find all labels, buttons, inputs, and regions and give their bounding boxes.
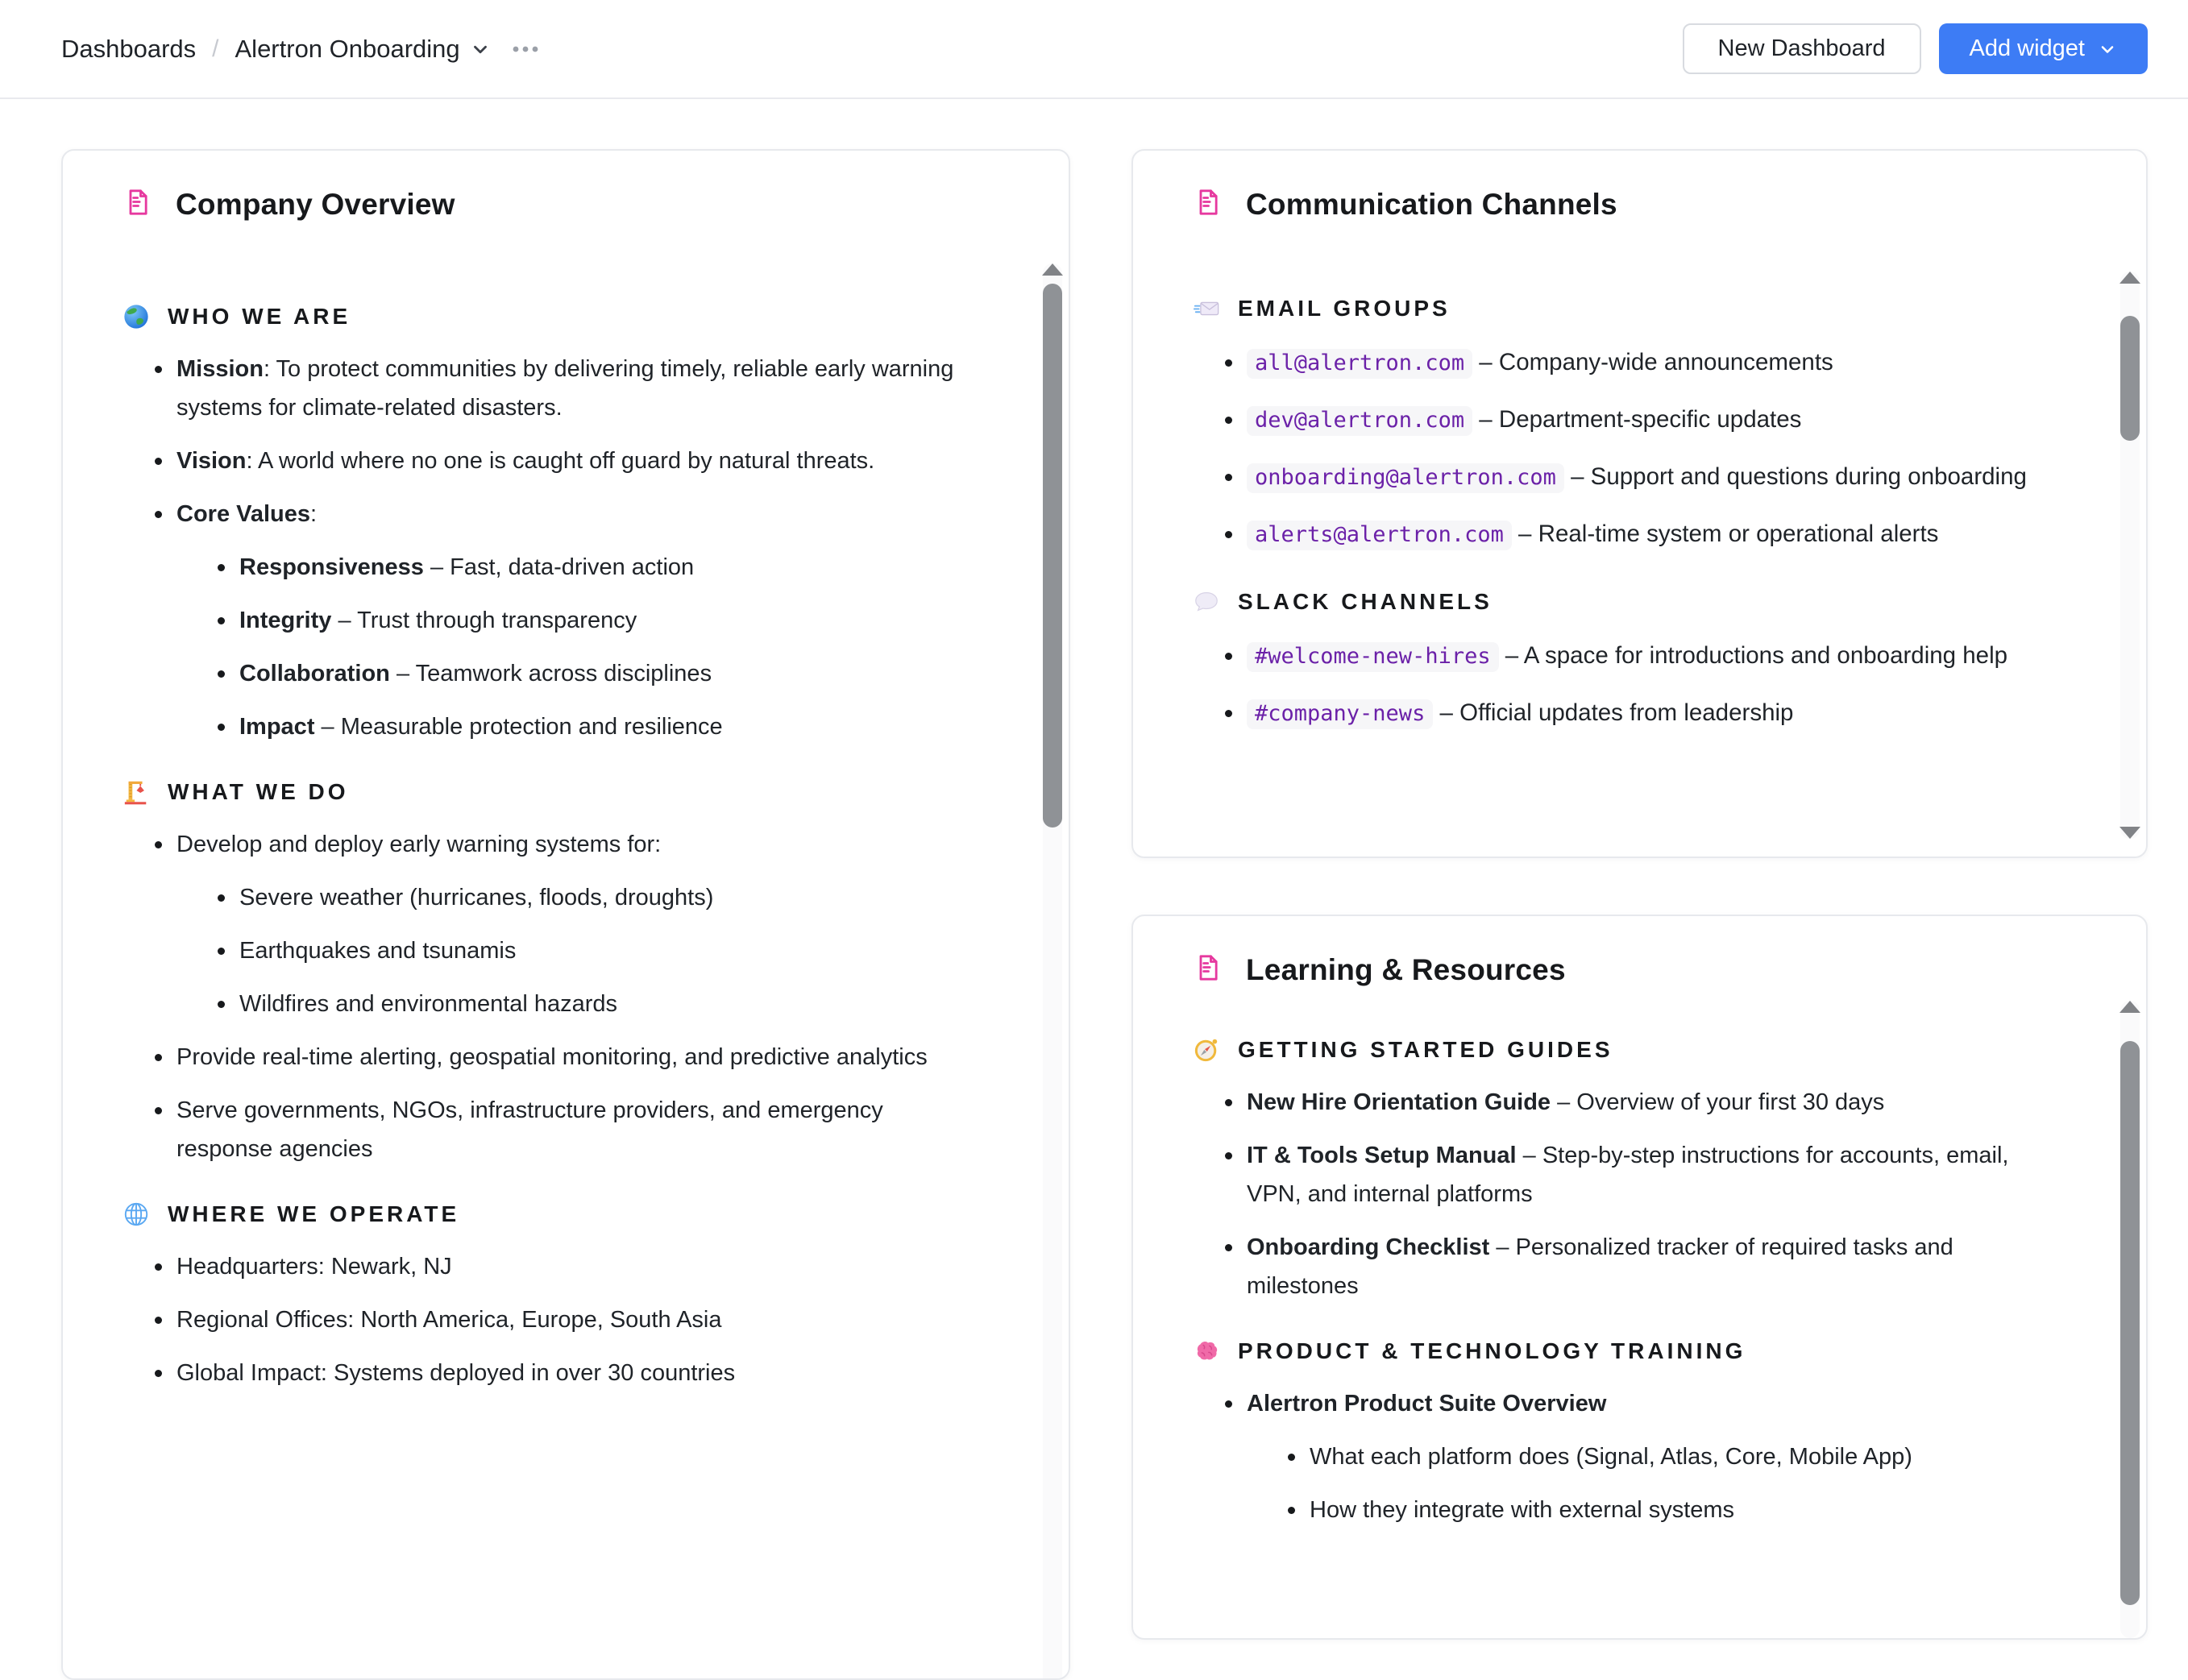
construction-crane-icon bbox=[122, 778, 150, 806]
list-item-product-suite-overview: Alertron Product Suite Overview bbox=[1225, 1384, 2033, 1423]
list-item-slack-welcome: #welcome-new-hires – A space for introductions and onboarding help bbox=[1225, 635, 2033, 678]
scrollbar[interactable] bbox=[2120, 1001, 2140, 1638]
list-item-it-setup-manual: IT & Tools Setup Manual – Step-by-step instructions for accounts, email, VPN, and internal platforms bbox=[1225, 1136, 2033, 1213]
bullet-dot bbox=[218, 724, 225, 731]
email-address-code: dev@alertron.com bbox=[1247, 406, 1472, 436]
list-item-vision: Vision: A world where no one is caught off guard by natural threats. bbox=[155, 442, 972, 480]
bullet-dot bbox=[1225, 1244, 1232, 1251]
bullet-dot bbox=[155, 511, 162, 518]
section-title: PRODUCT & TECHNOLOGY TRAINING bbox=[1238, 1338, 1746, 1363]
bullet-dot bbox=[1288, 1507, 1295, 1514]
section-title: WHAT WE DO bbox=[168, 779, 349, 804]
card-title: Company Overview bbox=[176, 187, 455, 221]
chevron-down-icon[interactable] bbox=[470, 39, 491, 60]
list-item-email-onboarding: onboarding@alertron.com – Support and questions during onboarding bbox=[1225, 456, 2033, 499]
scrollbar-thumb[interactable] bbox=[2120, 316, 2140, 441]
section-what-we-do bbox=[122, 778, 972, 806]
document-icon bbox=[122, 186, 155, 222]
compass-icon bbox=[1193, 1036, 1220, 1064]
section-who-we-are bbox=[122, 303, 972, 330]
bullet-dot bbox=[218, 670, 225, 678]
incoming-envelope-icon bbox=[1193, 295, 1220, 322]
section-product-technology-training bbox=[1193, 1338, 2033, 1365]
bullet-dot bbox=[218, 564, 225, 571]
section-where-we-operate bbox=[122, 1201, 972, 1228]
breadcrumb-dashboards[interactable]: Dashboards bbox=[61, 34, 197, 63]
email-address-code: onboarding@alertron.com bbox=[1247, 463, 1564, 493]
add-widget-label: Add widget bbox=[1969, 35, 2085, 61]
bullet-dot bbox=[1288, 1454, 1295, 1461]
scrollbar-thumb[interactable] bbox=[2120, 1041, 2140, 1605]
document-icon bbox=[1193, 952, 1225, 988]
list-item-headquarters: Headquarters: Newark, NJ bbox=[155, 1247, 972, 1286]
section-slack-channels bbox=[1193, 588, 2033, 616]
list-item-integrations: How they integrate with external systems bbox=[1288, 1491, 2033, 1529]
list-item-wildfires: Wildfires and environmental hazards bbox=[218, 985, 972, 1023]
bullet-dot bbox=[155, 1370, 162, 1377]
brain-icon bbox=[1193, 1338, 1220, 1365]
slack-channel-code: #company-news bbox=[1247, 699, 1433, 729]
globe-meridians-icon bbox=[122, 1201, 150, 1228]
scrollbar-thumb[interactable] bbox=[1043, 284, 1062, 828]
card-company-overview bbox=[61, 149, 1070, 1680]
section-title: WHERE WE OPERATE bbox=[168, 1201, 460, 1226]
section-title: WHO WE ARE bbox=[168, 304, 351, 329]
list-item-collaboration: Collaboration – Teamwork across disciplines bbox=[218, 654, 972, 693]
bullet-dot bbox=[1225, 1400, 1232, 1408]
card-body bbox=[63, 303, 1069, 1392]
globe-earth-icon bbox=[122, 303, 150, 330]
bullet-dot bbox=[155, 1107, 162, 1114]
list-item-onboarding-checklist: Onboarding Checklist – Personalized tracker of required tasks and milestones bbox=[1225, 1228, 2033, 1305]
list-item-earthquakes: Earthquakes and tsunamis bbox=[218, 931, 972, 970]
card-communication-channels bbox=[1131, 149, 2148, 858]
document-icon bbox=[1193, 186, 1225, 222]
scroll-up-arrow-icon[interactable] bbox=[2119, 1001, 2140, 1013]
card-body bbox=[1133, 295, 2146, 735]
top-bar bbox=[0, 0, 2188, 99]
bullet-dot bbox=[218, 617, 225, 624]
bullet-dot bbox=[218, 948, 225, 955]
card-title: Learning & Resources bbox=[1246, 952, 1566, 986]
list-item-email-dev: dev@alertron.com – Department-specific updates bbox=[1225, 399, 2033, 442]
card-body bbox=[1133, 1036, 2146, 1529]
bullet-dot bbox=[1225, 1152, 1232, 1159]
card-header bbox=[63, 151, 1069, 222]
list-item-impact: Impact – Measurable protection and resilience bbox=[218, 707, 972, 746]
bullet-dot bbox=[155, 366, 162, 373]
list-item-email-all: all@alertron.com – Company-wide announcements bbox=[1225, 342, 2033, 384]
section-email-groups bbox=[1193, 295, 2033, 322]
list-item-responsiveness: Responsiveness – Fast, data-driven action bbox=[218, 548, 972, 587]
section-title: GETTING STARTED GUIDES bbox=[1238, 1037, 1613, 1062]
list-item-severe-weather: Severe weather (hurricanes, floods, droughts) bbox=[218, 878, 972, 917]
section-getting-started-guides bbox=[1193, 1036, 2033, 1064]
bullet-dot bbox=[155, 1263, 162, 1271]
card-header bbox=[1133, 151, 2146, 222]
list-item-mission: Mission: To protect communities by delivering timely, reliable early warning systems for climate-related disasters. bbox=[155, 350, 972, 427]
list-item-develop: Develop and deploy early warning systems for: bbox=[155, 825, 972, 864]
bullet-dot bbox=[1225, 531, 1232, 538]
bullet-dot bbox=[1225, 417, 1232, 424]
section-title: EMAIL GROUPS bbox=[1238, 296, 1451, 321]
scrollbar[interactable] bbox=[1043, 263, 1062, 1680]
breadcrumb-current-dashboard[interactable]: Alertron Onboarding bbox=[235, 34, 460, 63]
more-options-icon[interactable] bbox=[512, 45, 539, 53]
bullet-dot bbox=[155, 1054, 162, 1061]
bullet-dot bbox=[1225, 653, 1232, 660]
list-item-serve: Serve governments, NGOs, infrastructure providers, and emergency response agencies bbox=[155, 1091, 972, 1168]
slack-channel-code: #welcome-new-hires bbox=[1247, 642, 1499, 672]
email-address-code: alerts@alertron.com bbox=[1247, 521, 1512, 550]
chevron-down-icon bbox=[2098, 39, 2117, 59]
breadcrumb-separator: / bbox=[212, 35, 219, 62]
list-item-email-alerts: alerts@alertron.com – Real-time system or operational alerts bbox=[1225, 513, 2033, 556]
list-item-orientation-guide: New Hire Orientation Guide – Overview of your first 30 days bbox=[1225, 1083, 2033, 1122]
bullet-dot bbox=[218, 894, 225, 902]
bullet-dot bbox=[1225, 1099, 1232, 1106]
card-title: Communication Channels bbox=[1246, 187, 1617, 221]
list-item-provide: Provide real-time alerting, geospatial monitoring, and predictive analytics bbox=[155, 1038, 972, 1076]
scroll-up-arrow-icon[interactable] bbox=[1042, 263, 1063, 276]
topbar-actions bbox=[1683, 23, 2148, 74]
list-item-global-impact: Global Impact: Systems deployed in over 30 countries bbox=[155, 1354, 972, 1392]
bullet-dot bbox=[1225, 359, 1232, 367]
card-learning-resources bbox=[1131, 915, 2148, 1640]
bullet-dot bbox=[218, 1001, 225, 1008]
bullet-dot bbox=[155, 841, 162, 848]
list-item-what-platforms-do: What each platform does (Signal, Atlas, Core, Mobile App) bbox=[1288, 1437, 2033, 1476]
bullet-dot bbox=[1225, 710, 1232, 717]
list-item-integrity: Integrity – Trust through transparency bbox=[218, 601, 972, 640]
add-widget-button[interactable] bbox=[1939, 23, 2149, 74]
scrollbar[interactable] bbox=[2120, 272, 2140, 839]
scroll-down-arrow-icon[interactable] bbox=[2119, 827, 2140, 839]
list-item-regional-offices: Regional Offices: North America, Europe, South Asia bbox=[155, 1300, 972, 1339]
section-title: SLACK CHANNELS bbox=[1238, 589, 1493, 614]
bullet-dot bbox=[155, 1317, 162, 1324]
new-dashboard-button[interactable]: New Dashboard bbox=[1683, 23, 1921, 74]
bullet-dot bbox=[155, 458, 162, 465]
scroll-up-arrow-icon[interactable] bbox=[2119, 272, 2140, 284]
bullet-dot bbox=[1225, 474, 1232, 481]
list-item-slack-news: #company-news – Official updates from leadership bbox=[1225, 692, 2033, 735]
list-item-core-values: Core Values: bbox=[155, 495, 972, 533]
speech-balloon-icon bbox=[1193, 588, 1220, 616]
breadcrumb bbox=[61, 35, 539, 64]
email-address-code: all@alertron.com bbox=[1247, 349, 1472, 379]
card-header bbox=[1133, 916, 2146, 988]
